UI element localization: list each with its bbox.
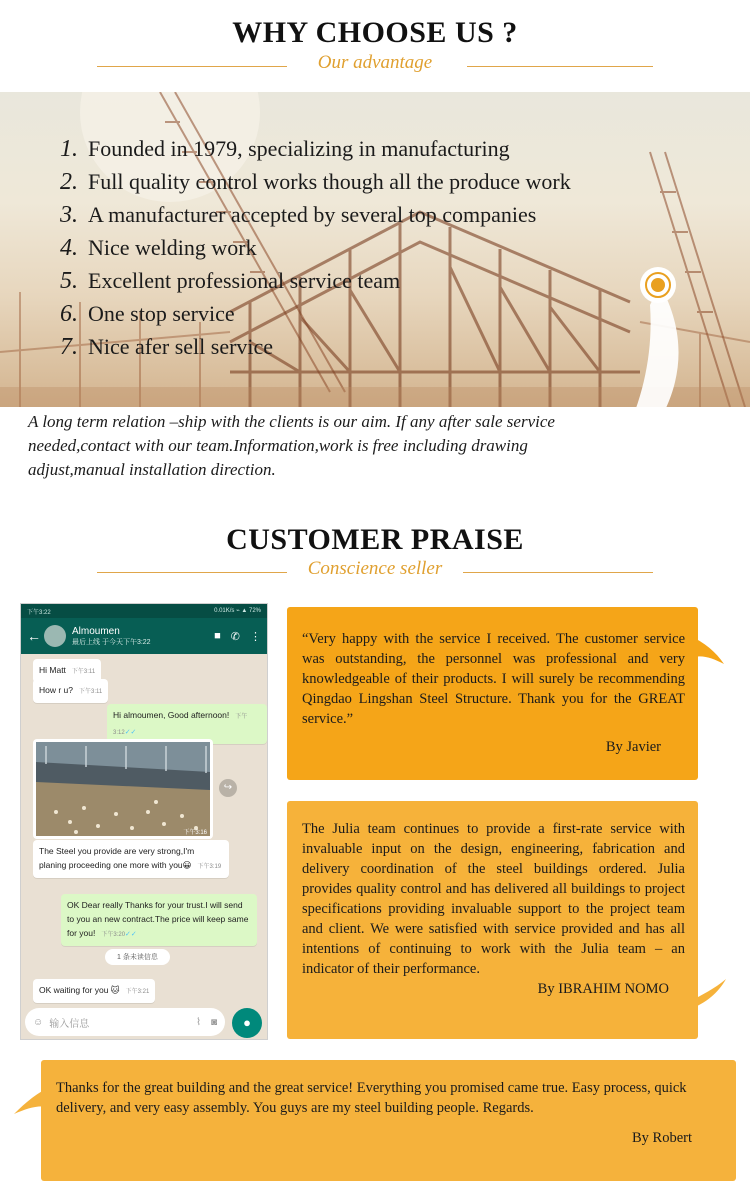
advantage-item: 7. Nice afer sell service [60, 334, 274, 360]
after-sale-note: A long term relation –ship with the clients is our aim. If any after sale service needed,contact with our team.Information,work is free including drawing adjust,manual installation direction. [28, 412, 555, 479]
review-card [287, 801, 698, 1039]
advantage-item: 1. Founded in 1979, specializing in manufacturing [60, 136, 510, 162]
why-choose-us-title: WHY CHOOSE US ? [232, 16, 518, 49]
review-card [41, 1060, 736, 1181]
avatar [44, 625, 66, 647]
camera-icon: ◙ [210, 1016, 217, 1028]
advantage-item: 3. A manufacturer accepted by several top companies [60, 202, 537, 228]
why-choose-us-subtitle: Our advantage [317, 52, 433, 73]
review-text: The Julia team continues to provide a first-rate service with invaluable input on the design, engineering, fabrication and delivery coordination of the steel buildings ordered. Julia provides quality control and has delivered all buildings to project specifications providing invaluable support to the project team and client. We were satisfied with service provided and has all intentions of continuing to work with the Julia team – an indicator of their performance. [302, 821, 685, 977]
chat-message: OK Dear really Thanks for your trust.I will send to you an new contract.The price will keep same for you! 下午3:20✓✓ [61, 894, 257, 946]
unread-messages-badge: 1 条未读信息 [105, 949, 170, 965]
phone-icon: ✆ [230, 630, 240, 643]
review-text: Thanks for the great building and the great service! Everything you promised came true. Easy process, quick delivery, and very easy assembly. You guys are my steel building people. Regards. [56, 1080, 687, 1116]
chat-header [21, 618, 267, 654]
video-call-icon: ■ [214, 630, 221, 642]
review-text: “Very happy with the service I received. The customer service was outstanding, the personnel was professional and very knowledgeable of their products. I will surely be recommending Qingdao Lingshan Steel Structure. Thank you for the GREAT service.” [302, 631, 685, 727]
chat-message: OK waiting for you 🐱 下午3:21 [33, 979, 155, 1003]
more-menu-icon: ⋮ [250, 630, 261, 643]
chat-message: Hi Matt 下午3:11 [33, 659, 101, 683]
review-author: By Javier [605, 739, 661, 755]
speech-tail-icon [690, 632, 730, 672]
review-card [287, 607, 698, 780]
poultry-house-image [36, 742, 210, 836]
customer-praise-subtitle: Conscience seller [307, 558, 443, 579]
advantage-item: 4. Nice welding work [60, 235, 257, 261]
attach-icon: ⌇ [196, 1016, 201, 1028]
contact-name: Almoumen [72, 625, 120, 637]
customer-praise-title: CUSTOMER PRAISE [226, 523, 524, 556]
advantage-item: 2. Full quality control works though all the produce work [60, 169, 571, 195]
chat-message: The Steel you provide are very strong,I'm planing proceeding one more with you😀 下午3:19 [33, 840, 229, 878]
advantage-list [60, 136, 571, 367]
message-input: ☺ 输入信息 ⌇ ◙ [25, 1008, 225, 1036]
microphone-icon: ● [232, 1008, 262, 1038]
advantage-item: 6. One stop service [60, 301, 235, 327]
review-author: By IBRAHIM NOMO [537, 981, 669, 997]
chat-message: Hi almoumen, Good afternoon! 下午3:12✓✓ [107, 704, 267, 744]
emoji-icon: ☺ [33, 1016, 44, 1028]
contact-status: 最后上线 于今天下午3:22 [72, 638, 151, 646]
speech-tail-icon [690, 975, 730, 1015]
advantage-item: 5. Excellent professional service team [60, 268, 401, 294]
chat-photo-message: 下午3:16 [33, 739, 213, 839]
speech-tail-icon [12, 1082, 52, 1122]
review-author: By Robert [631, 1130, 692, 1146]
status-bar: 下午3:22 0.01K/s ⌁ ▲ 72% [21, 604, 267, 618]
chat-message: How r u? 下午3:11 [33, 679, 108, 703]
whatsapp-chat-screenshot [20, 603, 268, 1040]
forward-icon: ↪ [219, 779, 237, 797]
back-arrow-icon: ← [27, 628, 41, 644]
